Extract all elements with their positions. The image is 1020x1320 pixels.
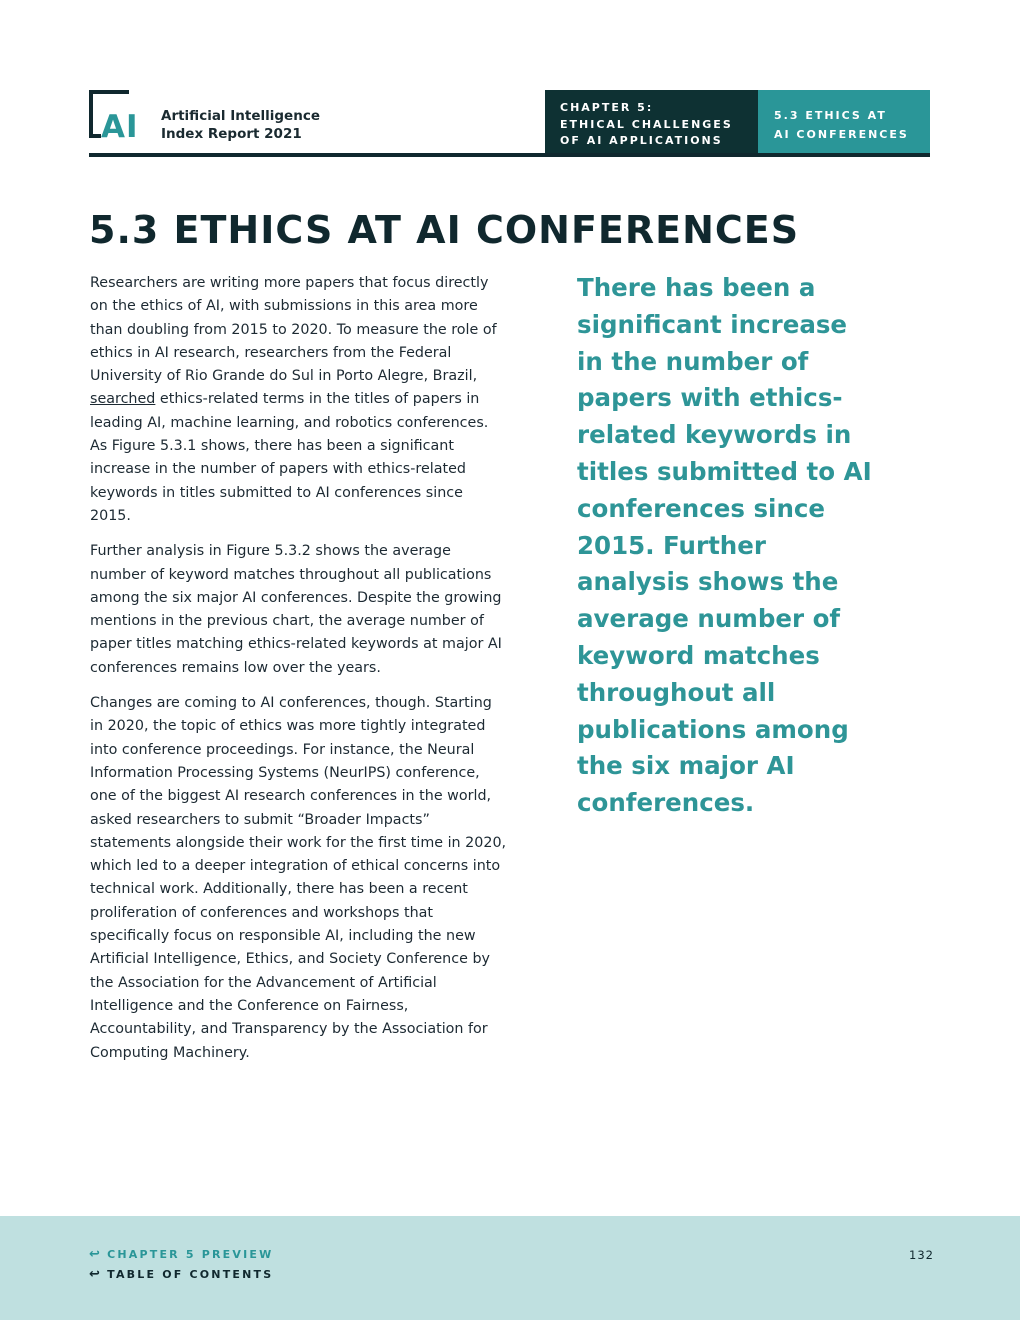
body-paragraph-2: Further analysis in Figure 5.3.2 shows the average number of keyword matches throughout all publications among the six major AI conferences. Despite the growing mentions in the previous chart, the average number of paper titles matching ethics-related keywords at major AI conferences remains low over the years. xyxy=(90,543,502,676)
body-text xyxy=(90,272,508,1077)
ai-index-logo xyxy=(89,90,145,140)
searched-link[interactable]: searched xyxy=(90,391,156,408)
pull-quote: There has been a significant increase in the number of papers with ethics-related keywords in titles submitted to AI conferences since 2015. Further analysis shows the average number of keyword matches throughout all publications among the six major AI conferences. xyxy=(577,273,872,818)
return-arrow-icon: ↩ xyxy=(89,1247,103,1262)
page-number: 132 xyxy=(909,1248,934,1262)
report-title: Artificial Intelligence Index Report 2021 xyxy=(161,108,320,142)
logo-text: AI xyxy=(101,109,139,140)
table-of-contents-link[interactable]: ↩ TABLE OF CONTENTS xyxy=(89,1267,274,1282)
section-label[interactable]: 5.3 ETHICS AT AI CONFERENCES xyxy=(758,90,930,154)
body-paragraph-3: Changes are coming to AI conferences, though. Starting in 2020, the topic of ethics was more tightly integrated into conference proceedings. For instance, the Neural Information Processing Systems (NeurIPS) conference, one of the biggest AI research conferences in the world, asked researchers to submit “Broader Impacts” statements alongside their work for the first time in 2020, which led to a deeper integration of ethical concerns into technical work. Additionally, there has been a recent proliferation of conferences and workshops that specifically focus on responsible AI, including the new Artificial Intelligence, Ethics, and Society Conference by the Association for the Advancement of Artificial Intelligence and the Conference on Fairness, Accountability, and Transparency by the Association for Computing Machinery. xyxy=(90,695,507,1061)
header-divider xyxy=(89,153,930,157)
return-arrow-icon: ↩ xyxy=(89,1267,103,1282)
body-paragraph-1: Researchers are writing more papers that focus directly on the ethics of AI, with submissions in this area more than doubling from 2015 to 2020. To measure the role of ethics in AI research, researchers from the Federal University of Rio Grande do Sul in Porto Alegre, Brazil, searched ethics-related terms in the titles of papers in leading AI, machine learning, and robotics conferences. As Figure 5.3.1 shows, there has been a significant increase in the number of papers with ethics-related keywords in titles submitted to AI conferences since 2015. xyxy=(90,275,497,524)
chapter-preview-link[interactable]: ↩ CHAPTER 5 PREVIEW xyxy=(89,1247,274,1262)
chapter-label[interactable]: CHAPTER 5: ETHICAL CHALLENGES OF AI APPLICATIONS xyxy=(545,90,758,154)
page-title: 5.3 ETHICS AT AI CONFERENCES xyxy=(89,208,800,252)
